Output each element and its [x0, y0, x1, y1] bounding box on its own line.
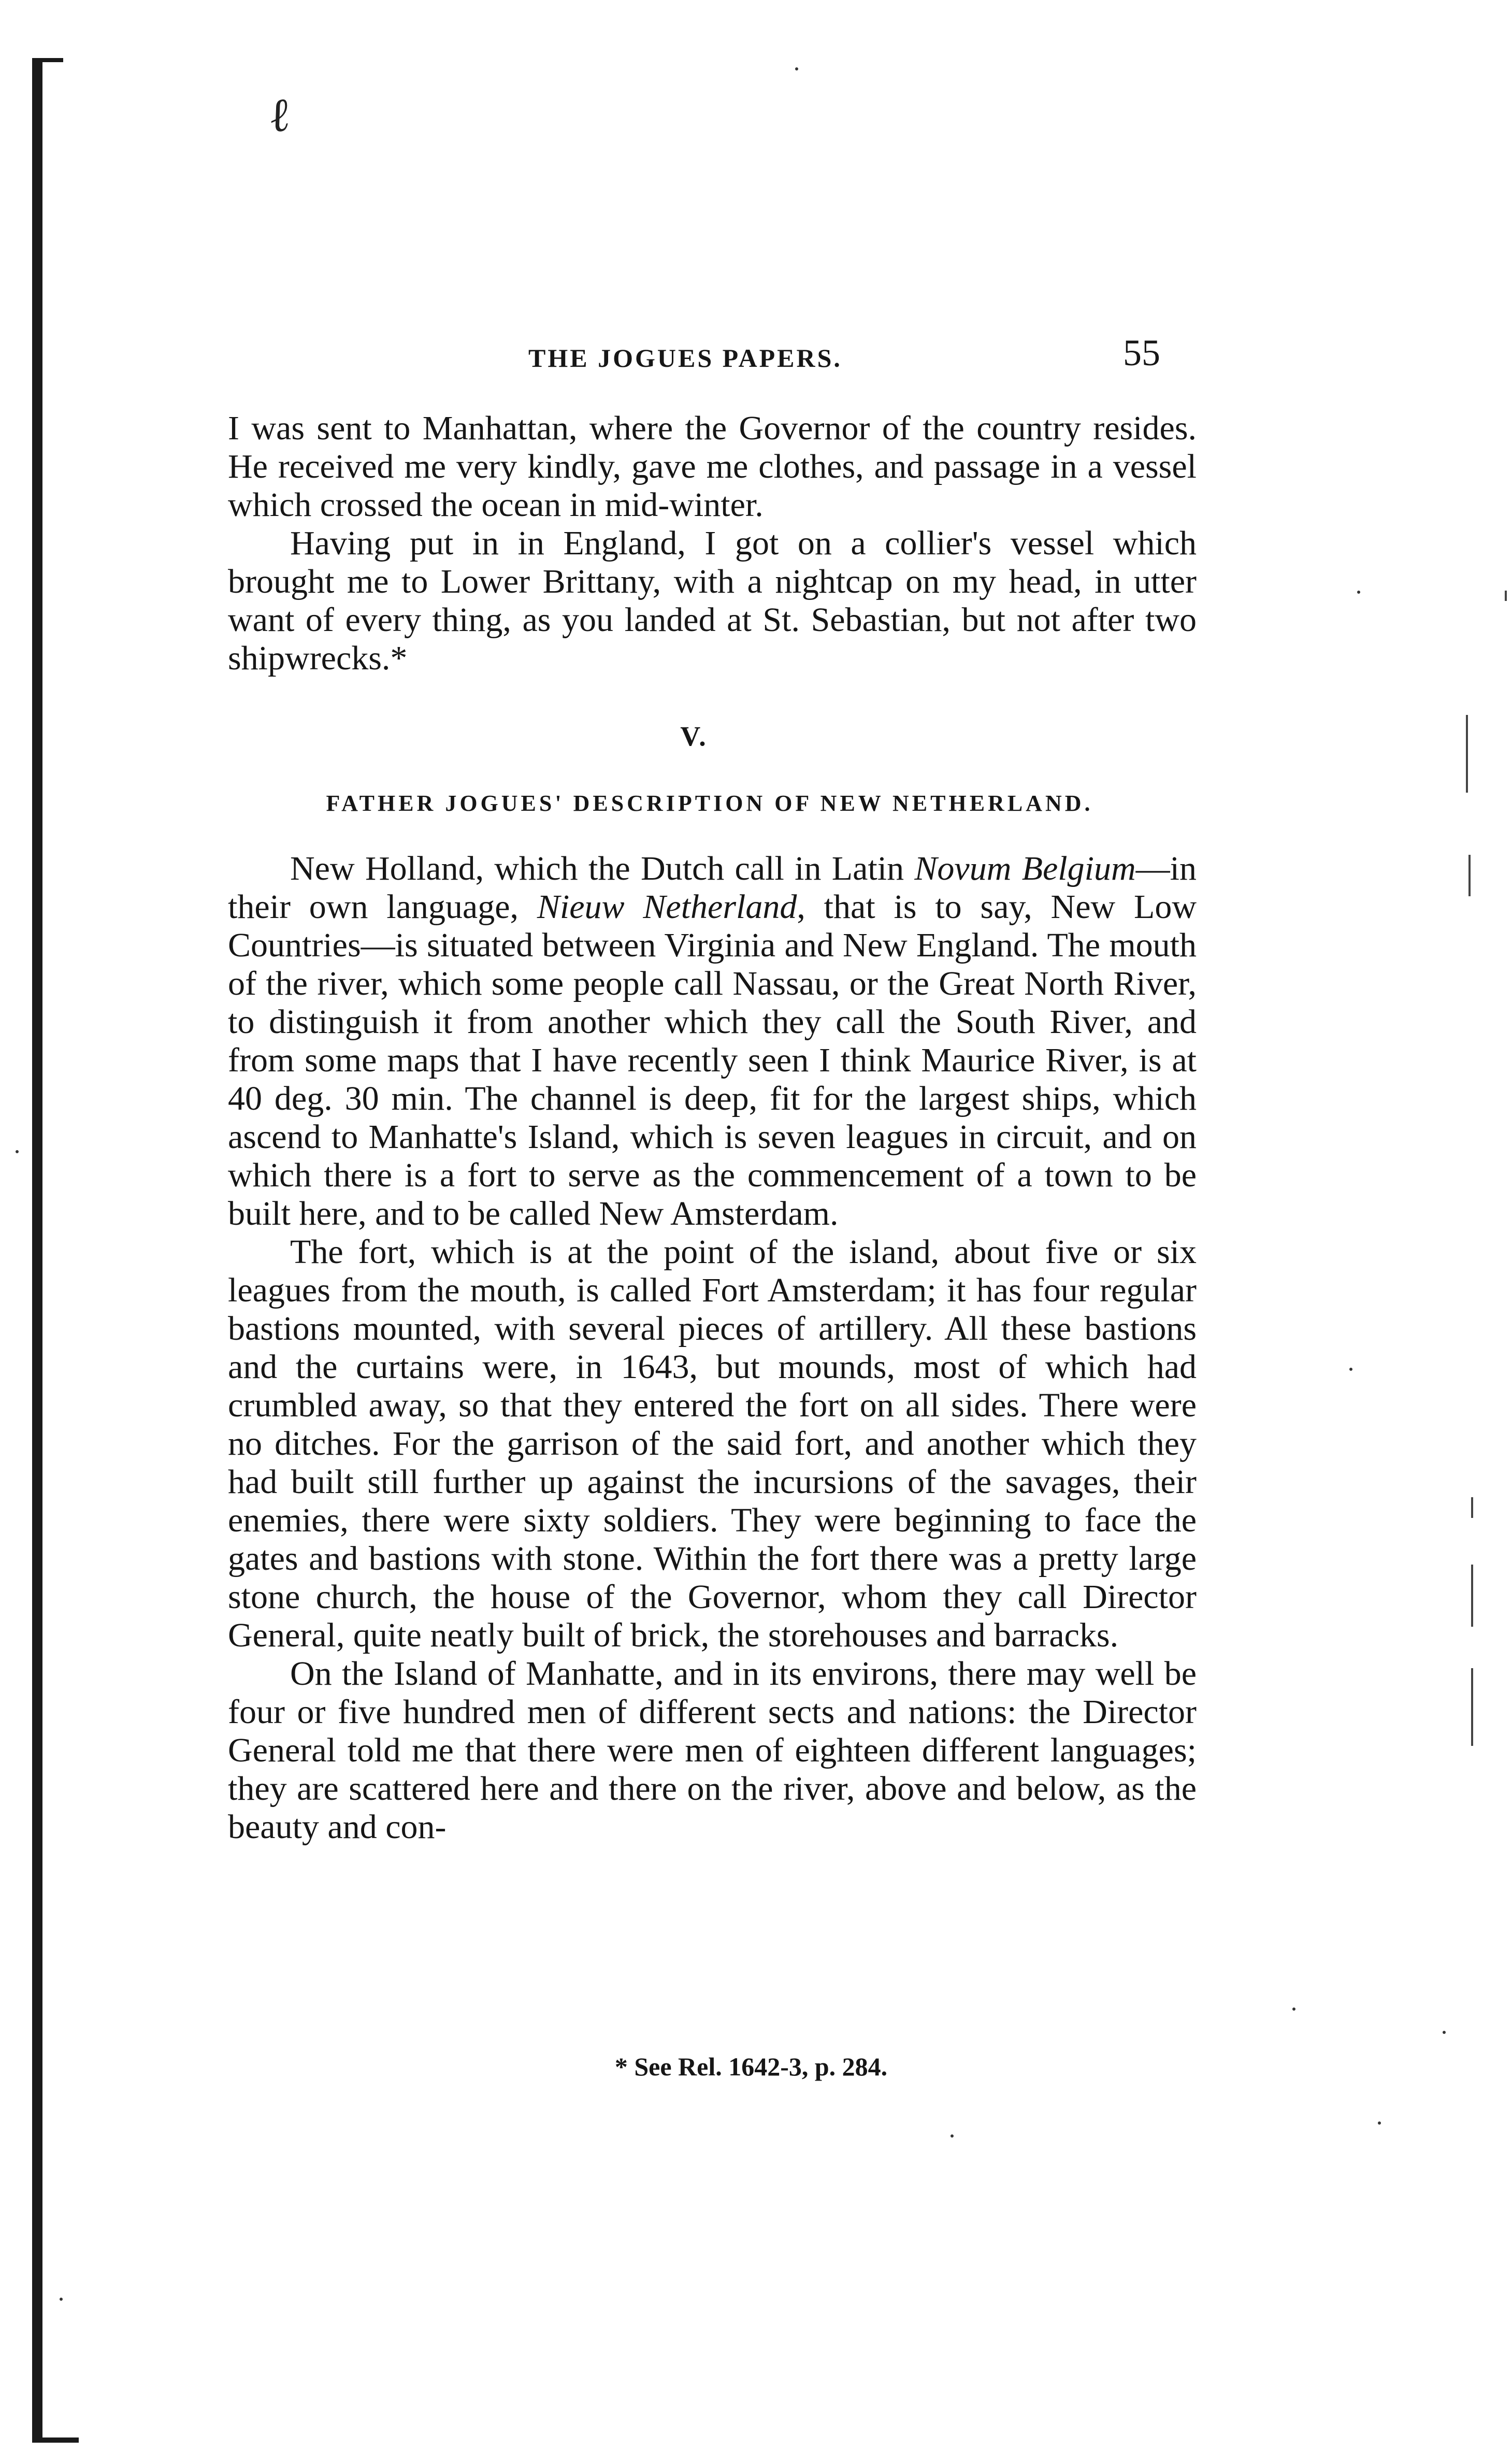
- scan-speck: [60, 2298, 63, 2301]
- scan-speck: [1292, 2008, 1295, 2011]
- scan-streak: [1471, 1497, 1473, 1518]
- page-number: 55: [1123, 332, 1160, 374]
- page-header: [497, 332, 1171, 389]
- dutch-term: Nieuw Netherland: [537, 888, 797, 926]
- scan-speck: [795, 67, 798, 70]
- scan-streak: [1505, 591, 1507, 601]
- scan-streak: [1468, 855, 1471, 896]
- paragraph: The fort, which is at the point of the island, about five or six leagues from the mouth, is called Fort Amsterdam; it has four regular bastions mounted, with several pieces of artillery. All these bastions and the curtains were, in 1643, but mounds, most of which had crumbled away, so that they entered the fort on all sides. There were no ditches. For the garrison of the said fort, and another which they had built still further up against the incursions of the savages, their enemies, there were sixty soldiers. They were beginning to face the gates and bastions with stone. Within the fort there was a pretty large stone church, the house of the Governor, whom they call Director General, quite neatly built of brick, the storehouses and barracks.: [228, 1233, 1197, 1654]
- scan-speck: [1378, 2121, 1381, 2125]
- text-run: , that is to say, New Low Countries—is situated between Virginia and New England. The mouth of the river, which some people call Nassau, or the Great North River, to distinguish it from another which they call the South River, and from some maps that I have recently seen I think Maurice River, is at 40 deg. 30 min. The channel is deep, fit for the largest ships, which ascend to Manhatte's Island, which is seven leagues in circuit, and on which there is a fort to serve as the commencement of a town to be built here, and to be called New Amsterdam.: [228, 888, 1197, 1232]
- binding-edge-bottom: [32, 2437, 79, 2443]
- running-title: THE JOGUES PAPERS.: [528, 343, 842, 372]
- scan-speck: [1357, 591, 1360, 594]
- section-body: [228, 850, 1197, 1846]
- scan-streak: [1466, 715, 1468, 793]
- text-run: New Holland, which the Dutch call in Latin: [290, 850, 915, 887]
- paragraph: [228, 850, 1197, 1233]
- latin-term: Novum Belgium: [914, 850, 1136, 887]
- scan-streak: [1471, 1668, 1473, 1746]
- paragraph: Having put in in England, I got on a collier's vessel which brought me to Lower Brittany, with a nightcap on my head, in utter want of every thing, as you landed at St. Sebastian, but not after two shipwrecks.*: [228, 524, 1197, 677]
- scan-speck: [1349, 1368, 1352, 1371]
- footnote: * See Rel. 1642-3, p. 284.: [614, 2052, 888, 2081]
- continued-text: [228, 409, 1197, 678]
- text-run: —in their own language,: [228, 850, 1197, 926]
- paragraph: On the Island of Manhatte, and in its environs, there may well be four or five hundred men of different sects and nations: the Director General told me that there were men of eighteen different languages; they are scattered here and there on the river, above and below, as the beauty and con-: [228, 1655, 1197, 1846]
- scan-speck: [951, 2134, 954, 2138]
- scan-speck: [16, 1150, 19, 1153]
- section-title: FATHER JOGUES' DESCRIPTION OF NEW NETHERLAND.: [326, 791, 1093, 816]
- binding-edge-top: [32, 58, 63, 62]
- scan-streak: [1471, 1565, 1473, 1627]
- paragraph: I was sent to Manhattan, where the Governor of the country resides. He received me very kindly, gave me clothes, and passage in a vessel which crossed the ocean in mid-winter.: [228, 409, 1197, 524]
- scan-speck: [1443, 2031, 1446, 2034]
- section-number: V.: [680, 721, 708, 752]
- binding-edge: [32, 60, 42, 2443]
- pencil-mark: ℓ: [265, 87, 293, 144]
